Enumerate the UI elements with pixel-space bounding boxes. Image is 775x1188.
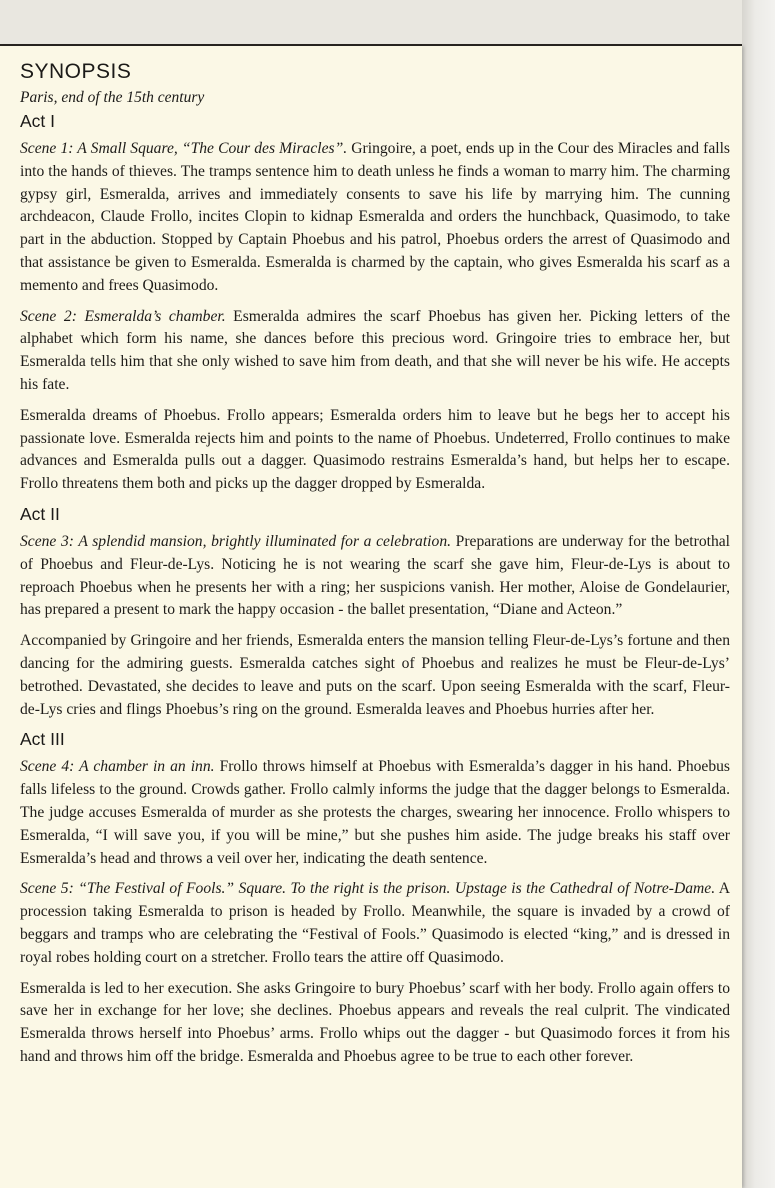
- page-edge-shadow: [742, 0, 775, 1188]
- scene-text: Frollo throws himself at Phoebus with Esmeralda’s dagger in his hand. Phoebus falls lifeless to the ground. Crowds gather. Frollo calmly informs the judge that the dagger belongs to Esmeralda. The judge accuses Esmeralda of murder as she protests the charges, swearing her innocence. Frollo whispers to Esmeralda, “I will save you, if you will be mine,” but she pushes him aside. The judge breaks his staff over Esmeralda’s head and throws a veil over her, indicating the death sentence.: [20, 758, 730, 867]
- scene-text: Preparations are underway for the betrothal of Phoebus and Fleur-de-Lys. Noticing he is not wearing the scarf she gave him, Fleur-de-Lys is about to reproach Phoebus when he presents her with a ring; her suspicions vanish. Her mother, Aloise de Gondelaurier, has prepared a present to mark the happy occasion - the ballet presentation, “Diane and Acteon.”: [20, 532, 730, 619]
- scene-1-paragraph: [20, 138, 730, 298]
- scene-text: Accompanied by Gringoire and her friends, Esmeralda enters the mansion telling Fleur-de-Lys’s fortune and then dancing for the admiring guests. Esmeralda catches sight of Phoebus and realizes he must be Fleur-de-Lys’ betrothed. Devastated, she decides to leave and puts on the scarf. Upon seeing Esmeralda with the scarf, Fleur-de-Lys cries and flings Phoebus’s ring on the ground. Esmeralda leaves and Phoebus hurries after her.: [20, 632, 730, 718]
- scene-title: Scene 5: “The Festival of Fools.” Square. To the right is the prison. Upstage is the Cathedral of Notre-Dame.: [20, 880, 716, 898]
- scene-3-paragraph: [20, 531, 730, 622]
- scene-title: Scene 2: Esmeralda’s chamber.: [20, 307, 226, 325]
- synopsis-page: [0, 46, 742, 1188]
- scene-4-paragraph: [20, 756, 730, 870]
- scene-3-continuation-paragraph: [20, 630, 730, 721]
- act-1-section: [20, 111, 730, 496]
- scene-2-continuation-paragraph: [20, 405, 730, 496]
- scene-2-paragraph: [20, 306, 730, 397]
- scene-title: Scene 1: A Small Square, “The Cour des Miracles”.: [20, 140, 348, 157]
- act-3-section: [20, 729, 730, 1068]
- scene-title: Scene 4: A chamber in an inn.: [20, 758, 215, 776]
- scene-title: Scene 3: A splendid mansion, brightly illuminated for a celebration.: [20, 532, 452, 550]
- act-heading: Act I: [20, 111, 56, 131]
- scene-text: Esmeralda dreams of Phoebus. Frollo appears; Esmeralda orders him to leave but he begs her to accept his passionate love. Esmeralda rejects him and points to the name of Phoebus. Undeterred, Frollo continues to make advances and Esmeralda pulls out a dagger. Quasimodo restrains Esmeralda’s hand, but helps her to escape. Frollo threatens them both and picks up the dagger dropped by Esmeralda.: [20, 406, 730, 493]
- act-2-section: [20, 504, 730, 721]
- setting-subtitle: Paris, end of the 15th century: [20, 89, 205, 106]
- scene-text: Gringoire, a poet, ends up in the Cour des Miracles and falls into the hands of thieves. The tramps sentence him to death unless he finds a woman to marry him. The charming gypsy girl, Esmeralda, arrives and immediately consents to save his life by marrying him. The cunning archdeacon, Claude Frollo, incites Clopin to kidnap Esmeralda and orders the hunchback, Quasimodo, to take part in the abduction. Stopped by Captain Phoebus and his patrol, Phoebus orders the arrest of Quasimodo and that assistance be given to Esmeralda. Esmeralda is charmed by the captain, who gives Esmeralda his scarf as a memento and frees Quasimodo.: [20, 140, 730, 294]
- act-heading: Act II: [20, 503, 60, 524]
- scene-5-paragraph: [20, 878, 730, 969]
- scene-text: Esmeralda admires the scarf Phoebus has given her. Picking letters of the alphabet which form his name, she dances before this precious word. Gringoire tries to embrace her, but Esmeralda tells him that she only wished to save him from death, and that she will never be his wife. He accepts his fate.: [20, 307, 730, 393]
- scene-text: A procession taking Esmeralda to prison is headed by Frollo. Meanwhile, the square is invaded by a crowd of beggars and tramps who are celebrating the “Festival of Fools.” Quasimodo is elected “king,” and is dressed in royal robes holding court on a stretcher. Frollo tears the attire off Quasimodo.: [20, 880, 730, 966]
- scene-text: Esmeralda is led to her execution. She asks Gringoire to bury Phoebus’ scarf with her body. Frollo again offers to save her in exchange for her love; she declines. Phoebus appears and reveals the real culprit. The vindicated Esmeralda throws herself into Phoebus’ arms. Frollo whips out the dagger - but Quasimodo forces it from his hand and throws him off the bridge. Esmeralda and Phoebus agree to be true to each other forever.: [20, 979, 730, 1065]
- act-heading: Act III: [20, 729, 65, 750]
- scene-5-continuation-paragraph: [20, 978, 730, 1069]
- page-title: SYNOPSIS: [20, 60, 132, 83]
